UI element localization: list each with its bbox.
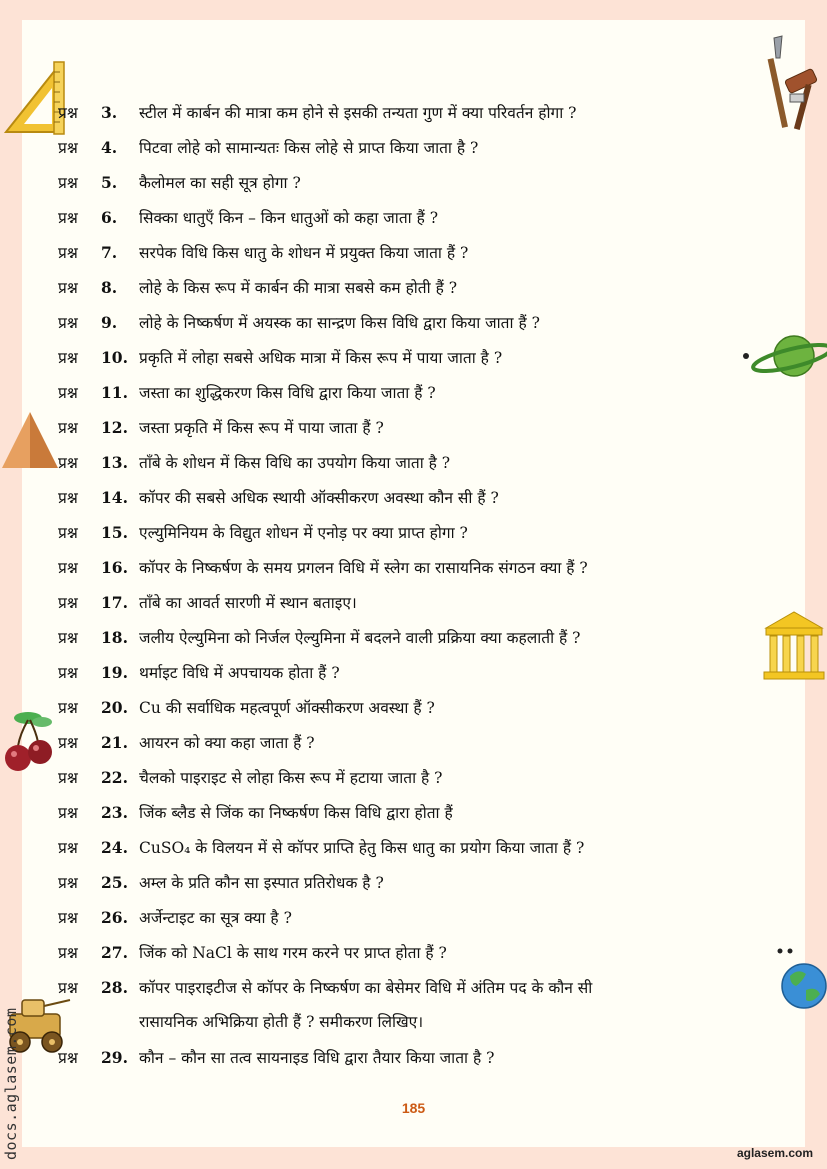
question-text: स्टील में कार्बन की मात्रा कम होने से इसकी तन्यता गुण में क्या परिवर्तन होगा ? — [139, 104, 577, 122]
question-item — [58, 830, 738, 866]
question-text: जिंक को NaCl के साथ गरम करने पर प्राप्त होता हैं ? — [139, 944, 447, 962]
question-item — [58, 305, 738, 341]
question-text: एल्युमिनियम के विद्युत शोधन में एनोड़ पर क्या प्राप्त होगा ? — [139, 524, 468, 542]
question-text: कैलोमल का सही सूत्र होगा ? — [139, 174, 301, 192]
question-number: 19. — [101, 663, 128, 682]
question-number: 21. — [101, 733, 128, 752]
watermark-text: docs.aglasem.com — [2, 1007, 20, 1160]
question-item — [58, 340, 738, 376]
question-item — [58, 585, 738, 621]
question-text: आयरन को क्या कहा जाता हैं ? — [139, 734, 315, 752]
question-prefix: प्रश्न — [58, 559, 78, 577]
question-number: 25. — [101, 873, 128, 892]
page-number: 185 — [401, 1100, 426, 1116]
question-number: 9. — [101, 313, 118, 332]
question-text: कौन – कौन सा तत्व सायनाइड विधि द्वारा तैयार किया जाता है ? — [139, 1049, 495, 1067]
question-number: 13. — [101, 453, 128, 472]
question-number: 7. — [101, 243, 118, 262]
question-prefix: प्रश्न — [58, 629, 78, 647]
question-prefix: प्रश्न — [58, 909, 78, 927]
question-number: 27. — [101, 943, 128, 962]
globe-icon — [776, 946, 827, 1012]
question-text: जस्ता प्रकृति में किस रूप में पाया जाता हैं ? — [139, 419, 384, 437]
question-item — [58, 375, 738, 411]
question-number: 22. — [101, 768, 128, 787]
question-prefix: प्रश्न — [58, 489, 78, 507]
question-item — [58, 620, 738, 656]
question-prefix: प्रश्न — [58, 594, 78, 612]
question-text: लोहे के निष्कर्षण में अयस्क का सान्द्रण किस विधि द्वारा किया जाता हैं ? — [139, 314, 540, 332]
question-number: 11. — [101, 383, 128, 402]
question-text: पिटवा लोहे को सामान्यतः किस लोहे से प्राप्त किया जाता है ? — [139, 139, 479, 157]
question-number: 15. — [101, 523, 128, 542]
question-prefix: प्रश्न — [58, 279, 78, 297]
question-prefix: प्रश्न — [58, 209, 78, 227]
question-item — [58, 935, 738, 971]
question-text: प्रकृति में लोहा सबसे अधिक मात्रा में किस रूप में पाया जाता है ? — [139, 349, 503, 367]
question-item — [58, 550, 738, 586]
question-item — [58, 165, 738, 201]
question-text: लोहे के किस रूप में कार्बन की मात्रा सबसे कम होती हैं ? — [139, 279, 458, 297]
question-prefix: प्रश्न — [58, 699, 78, 717]
question-number: 23. — [101, 803, 128, 822]
question-item — [58, 655, 738, 691]
question-number: 20. — [101, 698, 128, 717]
question-item — [58, 865, 738, 901]
question-number: 24. — [101, 838, 128, 857]
question-prefix: प्रश्न — [58, 139, 78, 157]
question-number: 10. — [101, 348, 128, 367]
question-item — [58, 130, 738, 166]
question-item — [58, 515, 738, 551]
question-number: 18. — [101, 628, 128, 647]
question-item — [58, 235, 738, 271]
question-item — [58, 270, 738, 306]
question-28-continuation: रासायनिक अभिक्रिया होती हैं ? समीकरण लिखिए। — [139, 1013, 424, 1031]
question-text: चैलको पाइराइट से लोहा किस रूप में हटाया जाता है ? — [139, 769, 443, 787]
question-prefix: प्रश्न — [58, 384, 78, 402]
question-prefix: प्रश्न — [58, 419, 78, 437]
question-item — [58, 480, 738, 516]
question-number: 4. — [101, 138, 118, 157]
question-item — [58, 95, 738, 131]
question-item — [58, 690, 738, 726]
pyramid-icon — [0, 410, 60, 472]
question-prefix: प्रश्न — [58, 314, 78, 332]
question-prefix: प्रश्न — [58, 839, 78, 857]
temple-icon — [762, 610, 827, 682]
question-item — [58, 200, 738, 236]
question-number: 8. — [101, 278, 118, 297]
question-item — [58, 970, 738, 1006]
question-text: जस्ता का शुद्धिकरण किस विधि द्वारा किया जाता हैं ? — [139, 384, 436, 402]
question-number: 26. — [101, 908, 128, 927]
tools-icon — [766, 34, 824, 134]
question-item — [58, 410, 738, 446]
question-text: अर्जेन्टाइट का सूत्र क्या है ? — [139, 909, 292, 927]
question-text: जलीय ऐल्युमिना को निर्जल ऐल्युमिना में बदलने वाली प्रक्रिया क्या कहलाती हैं ? — [139, 629, 581, 647]
question-number: 29. — [101, 1048, 128, 1067]
question-prefix: प्रश्न — [58, 454, 78, 472]
question-prefix: प्रश्न — [58, 874, 78, 892]
question-text: कॉपर पाइराइटीज से कॉपर के निष्कर्षण का बेसेमर विधि में अंतिम पद के कौन सी — [139, 979, 593, 997]
question-item — [58, 725, 738, 761]
question-prefix: प्रश्न — [58, 664, 78, 682]
question-item — [58, 900, 738, 936]
cherries-icon — [2, 706, 58, 778]
planet-icon — [742, 326, 827, 386]
question-number: 14. — [101, 488, 128, 507]
question-number: 12. — [101, 418, 128, 437]
question-prefix: प्रश्न — [58, 734, 78, 752]
question-text: सिक्का धातुएँ किन – किन धातुओं को कहा जाता हैं ? — [139, 209, 439, 227]
question-item — [58, 760, 738, 796]
question-item — [58, 445, 738, 481]
question-text: थर्माइट विधि में अपचायक होता हैं ? — [139, 664, 340, 682]
question-number: 5. — [101, 173, 118, 192]
question-text: कॉपर की सबसे अधिक स्थायी ऑक्सीकरण अवस्था कौन सी हैं ? — [139, 489, 499, 507]
question-text: ताँबे का आवर्त सारणी में स्थान बताइए। — [139, 594, 357, 612]
question-number: 28. — [101, 978, 128, 997]
question-item — [58, 795, 738, 831]
question-prefix: प्रश्न — [58, 349, 78, 367]
question-item — [58, 1040, 738, 1076]
question-text: कॉपर के निष्कर्षण के समय प्रगलन विधि में स्लेग का रासायनिक संगठन क्या हैं ? — [139, 559, 588, 577]
question-prefix: प्रश्न — [58, 769, 78, 787]
question-text: CuSO₄ के विलयन में से कॉपर प्राप्ति हेतु किस धातु का प्रयोग किया जाता हैं ? — [139, 839, 585, 857]
question-prefix: प्रश्न — [58, 979, 78, 997]
question-text: अम्ल के प्रति कौन सा इस्पात प्रतिरोधक है ? — [139, 874, 384, 892]
question-prefix: प्रश्न — [58, 104, 78, 122]
question-number: 3. — [101, 103, 118, 122]
question-prefix: प्रश्न — [58, 174, 78, 192]
question-prefix: प्रश्न — [58, 944, 78, 962]
question-number: 16. — [101, 558, 128, 577]
site-name: aglasem.com — [736, 1146, 813, 1160]
question-number: 17. — [101, 593, 128, 612]
question-prefix: प्रश्न — [58, 804, 78, 822]
question-prefix: प्रश्न — [58, 1049, 78, 1067]
question-text: जिंक ब्लैड से जिंक का निष्कर्षण किस विधि द्वारा होता हैं — [139, 804, 453, 822]
question-prefix: प्रश्न — [58, 244, 78, 262]
question-text: ताँबे के शोधन में किस विधि का उपयोग किया जाता है ? — [139, 454, 451, 472]
question-text: Cu की सर्वाधिक महत्वपूर्ण ऑक्सीकरण अवस्था हैं ? — [139, 699, 435, 717]
question-prefix: प्रश्न — [58, 524, 78, 542]
question-text: सरपेक विधि किस धातु के शोधन में प्रयुक्त किया जाता हैं ? — [139, 244, 469, 262]
question-number: 6. — [101, 208, 118, 227]
